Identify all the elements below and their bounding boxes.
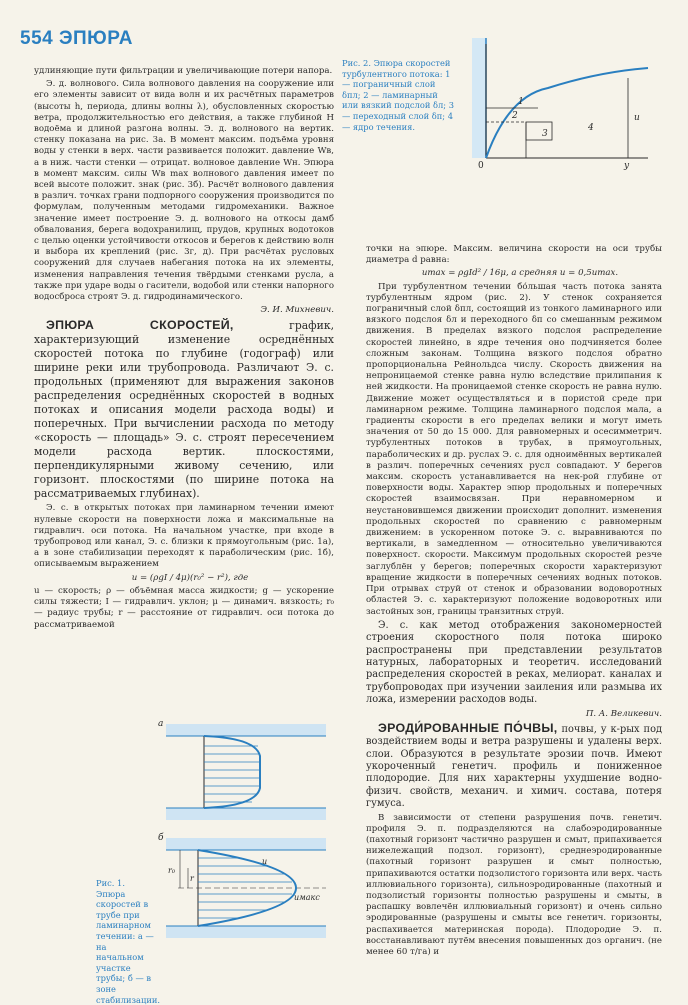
formula: u = (ρgI / 4μ)(r₀² − r²), где [131,572,249,583]
signature: П. А. Великевич. [585,708,662,719]
paragraph: точки на эпюре. Максим. величина скорости на оси трубы диаметра d равна: [366,244,662,266]
paragraph: u — скорость; ρ — объёмная масса жидкости; g — ускорение силы тяжести; I — гидравлич. уклон; μ — динамич. вязкость; r₀ — радиус трубы; r — расстояние от гидравлич. оси потока до рассматриваемой [34,585,334,630]
paragraph: При турбулентном течении бо́льшая часть потока занята турбулентным ядром (рис. 2). У стенок сохраняется пограничный слой δпл, состоящий из тонкого ламинарного или вязкого подслоя δл и переходного δп со смешанным режимом движения. В пределах вязкого подслоя распределение скоростей линейно, в ядре течения оно подчиняется более сложным законам. Толщина вязкого подслоя обратно пропорциональна Рейнольдса числу. Скорость движения на непроницаемой стенке равна нулю вследствие прилипания к ней жидкости. На проницаемой стенке скорость не равна нулю. Движение может осуществляться и в пористой среде при ламинарном режиме. Толщина ламинарного подслоя мала, а градиенты скорости в его пределах велики и могут иметь значения от 50 до 15 000. Для равномерных и осесимметрич. турбулентных потоков в трубах, в прямоугольных, параболических и др. руслах Э. с. для одноимённых вертикалей в различ. поперечных сечениях русл совпадают. У берегов максим. скорость устанавливается на нек-рой глубине от поверхности воды. Характер эпюр продольных и поперечных скоростей взаимосвязан. При неравномерном и неустановившемся движении происходит дополнит. изменения продольных скоростей по сравнению с равномерным движением: в ускоренном потоке Э. с. выравниваются по вертикали, в замедленном — относительно увеличиваются поверхност. скорости. Максимум продольных скоростей резче заглублён у берегов; поперечных скорости характеризуют вращение жидкости в поперечных сечениях водных потоков. При отрывах струй от стенок и образовании водоворотных областей Э. с. характеризуют положение водоворотных или застойных зон, границы транзитных струй. [366,281,662,617]
paragraph: Э. д. волнового. Сила волнового давления на сооружение или его элементы зависит от вида волн и их расчётных параметров (высоты h, периода, длины волны λ), обусловленных скоростью ветра, продолжительностью его действия, а также глубиной H водоёма и длиной разгона волны. Э. д. волнового на вертик. стенку показана на рис. 3а. В момент максим. подъёма уровня воды у стенки в верх. части развивается положит. давление Wв, а в ниж. части стенки — отрицат. волновое давление Wн. Эпюра в момент максим. силы Wв max волнового давления имеет по всей высоте положит. знак (рис. 3б). Расчёт волнового давления в различ. точках грани подпорного сооружения производится по формулам, полученным методами гидромеханики. Важное значение имеет построение Э. д. волнового на откосы дамб обвалования, берега водохранилищ, прудов, крупных водотоков с целью оценки устойчивости откосов и берегов к действию волн и выбора их креплений (рис. 3г, д). При расчётах русловых сооружений для случаев набегания потока на их элементы, изменения направления течения твёрдыми стенками русла, а также при ударе воды о гасители, водобой или стенки напорного водосброса строят Э. д. гидродинамического. [34,79,334,303]
paragraph: удлиняющие пути фильтрации и увеличивающие потери напора. [34,66,333,76]
pipe-wall-bottom-a [166,808,326,820]
paragraph: Э. с. в открытых потоках при ламинарном течении имеют нулевые скорости на поверхности ложа и максимальные на гидравлич. оси потока. На начальном участке, при входе в трубопровод или канал, Э. с. близки к прямоугольным (рис. 1а), а в зоне стабилизации переходят к параболическим (рис. 1б), описываемым выражением [34,503,334,570]
label-a: а [158,719,164,729]
label-y: y [624,161,630,170]
label-origin: 0 [478,161,484,170]
pipe-wall-bottom-b [166,926,326,938]
label-3: 3 [542,129,548,139]
running-title: ЭПЮРА [58,28,133,49]
entry-lead [366,722,662,811]
figure1-diagram [156,716,332,950]
paragraph: В зависимости от степени разрушения почв. генетич. профиля Э. п. подразделяются на слабоэродированные (пахотный горизонт частично разрушен и смыт, припахивается нижележащий подзол. горизонт), среднеэродированные (пахотный горизонт разрушен и смыт полностью, припахиваются остатки подзолистого горизонта или верх. часть иллювиального горизонта), сильноэродированные (пахотный и подзолистый горизонты полностью разрушены и смыты, в распашку вовлечён иллювиальный горизонт) и очень сильно эродированные (разрушены и смыты все генетич. горизонты, распахивается материнская порода). Плодородие Э. п. восстанавливают путём внесения повышенных доз органич. (не менее 60 т/га) и [366,812,662,958]
page-header [20,28,133,50]
figure2-diagram [468,38,658,170]
label-b: б [158,833,164,843]
label-4: 4 [588,123,594,133]
label-2: 2 [512,111,518,121]
right-column [366,244,662,960]
pipe-wall-top-b [166,838,326,850]
entry-term: ЭПЮРА СКОРОСТЕЙ, [46,318,234,333]
label-umax: uмакс [294,893,320,902]
velocity-profile-curve [486,68,648,158]
signature: Э. И. Михневич. [260,305,334,316]
entry-lead [34,318,334,501]
entry-text: график, характеризующий изменение осреднённых скоростей потока по глубине (годограф) или ширине реки или трубопровода. Различают Э. с. продольных (применяют для выражения законов распределения осреднённых скоростей в водных потоках и описания модели расхода воды) и поперечных. При вычислении расхода по методу «скорость — площадь» Э. с. строят пересечением модели расхода вертик. плоскостями, перпендикулярными живому сечению, или горизонт. плоскостями (по ширине потока на рассматриваемых глубинах). [34,319,335,501]
page-number: 554 [20,28,54,49]
figure2-caption: Рис. 2. Эпюра скоростей турбулентного потока: 1 — пограничный слой δпл; 2 — ламинарный или вязкий подслой δл; 3 — переходный слой δп; 4 — ядро течения. [342,58,454,132]
velocity-profile-a [204,736,260,808]
label-u: u [634,113,640,123]
paragraph-large: Э. с. как метод отображения закономерностей строения скоростного поля потока широко распространены при представлении результатов натурных, лабораторных и теоретич. исследований распределения скоростей в реках, мелиорат. каналах и трубопроводах при изучении заиления или размыва их ложа, измерении расходов воды. [366,619,662,706]
entry-text: почвы, у к-рых под воздействием воды и ветра разрушены и удалены верх. слои. Образуются в результате эрозии почв. Имеют укороченный генетич. профиль и пониженное плодородие. Для них характерны ухудшение водно-физич. свойств, механич. и химич. состава, потеря гумуса. [366,723,662,810]
figure1-caption: Рис. 1. Эпюра скоростей в трубе при ламинарном течении: а — на начальном участке трубы; б — в зоне стабилизации. [96,878,161,1005]
entry-term: ЭРОДИ́РОВАННЫЕ ПО́ЧВЫ, [378,720,558,735]
wall-hatch [472,38,486,158]
left-column [34,66,334,633]
formula: umax = ρgId² / 16μ, а средняя u = 0,5umax. [421,268,619,279]
label-r: r [190,874,194,883]
pipe-wall-top-a [166,724,326,736]
label-r0: r₀ [168,866,176,875]
label-1: 1 [518,97,524,107]
label-u: u [262,857,268,866]
